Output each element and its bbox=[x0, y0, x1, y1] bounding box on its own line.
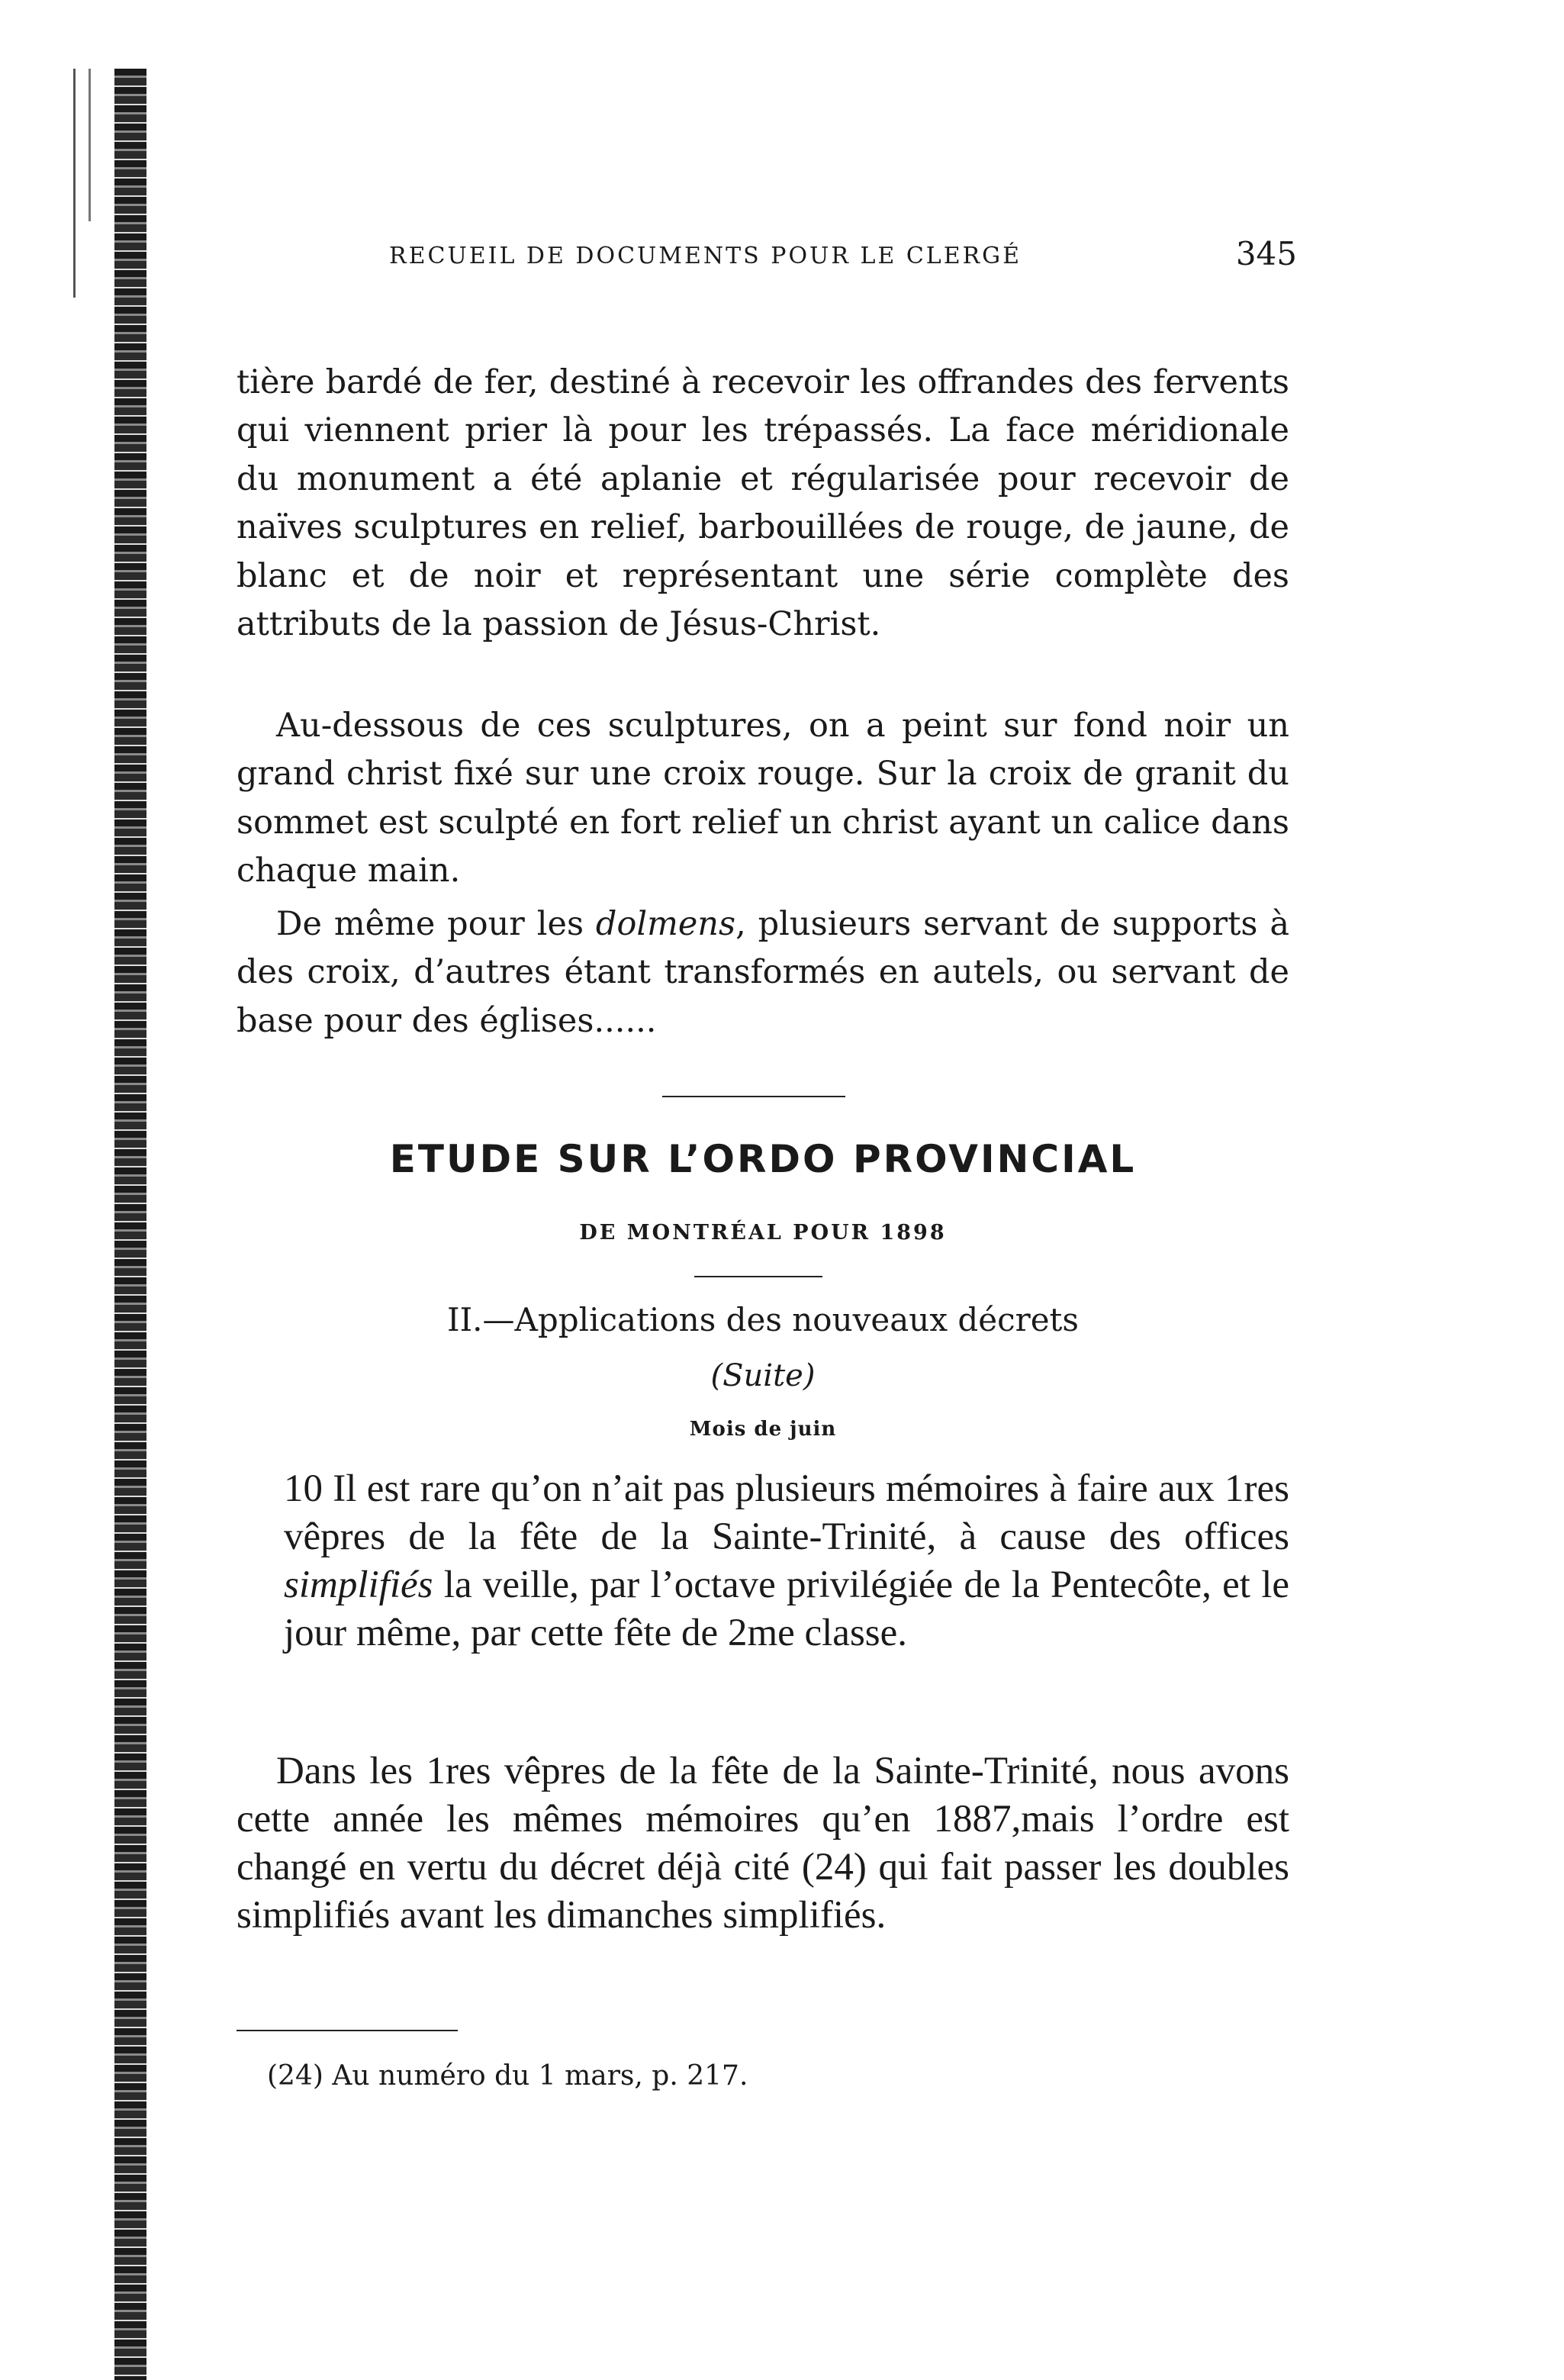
paragraph bbox=[237, 1747, 1289, 1940]
footnote-rule bbox=[237, 2030, 458, 2031]
paragraph-continuation bbox=[237, 359, 1289, 649]
paragraph-text: 10 Il est rare qu’on n’ait pas plusieurs mémoires à faire aux 1res vêpres de la fête de la Sainte-Trinité, à cause des offices bbox=[284, 1467, 1289, 1558]
article-title: ETUDE SUR L’ORDO PROVINCIAL bbox=[389, 1137, 1137, 1181]
continuation-note: (Suite) bbox=[710, 1358, 816, 1393]
paragraph-text: , plusieurs servant de supports à des croix, d’autres étant transformés en autels, ou servant de base pour des églises...... bbox=[237, 905, 1289, 1040]
paragraph bbox=[237, 702, 1289, 896]
paragraph-text: De même pour les bbox=[276, 905, 596, 943]
article-subtitle: DE MONTRÉAL POUR 1898 bbox=[579, 1221, 947, 1245]
section-heading: II.—Applications des nouveaux décrets bbox=[447, 1301, 1079, 1338]
paragraph-text: la veille, par l’octave privilégiée de la Pentecôte, et le jour même, par cette fête de 2me classe. bbox=[284, 1564, 1289, 1654]
page-number: 345 bbox=[1235, 235, 1297, 272]
separator-rule bbox=[694, 1276, 822, 1277]
paragraph-text: Au-dessous de ces sculptures, on a peint sur fond noir un grand christ fixé sur une croix rouge. Sur la croix de granit du sommet est sculpté en fort relief un christ ayant un calice dans chaque main. bbox=[237, 707, 1289, 890]
page-header bbox=[237, 235, 1297, 279]
footnote: (24) Au numéro du 1 mars, p. 217. bbox=[267, 2060, 748, 2092]
paragraph-text: tière bardé de fer, destiné à recevoir les offrandes des fervents qui viennent prier là pour les trépassés. La face méridionale du monument a été aplanie et régularisée pour recevoir de naïves sculptures en relief, barbouillées de rouge, de jaune, de blanc et de noir et représentant une série complète des attributs de la passion de Jésus-Christ. bbox=[237, 363, 1289, 644]
scan-edge-line bbox=[73, 69, 76, 298]
italic-term: dolmens bbox=[595, 905, 736, 943]
scan-edge-line bbox=[88, 69, 91, 221]
separator-rule bbox=[662, 1096, 845, 1097]
month-heading: Mois de juin bbox=[689, 1418, 837, 1441]
book-spine-scan-edge bbox=[114, 69, 146, 2380]
paragraph-text: Dans les 1res vêpres de la fête de la Sainte-Trinité, nous avons cette année les mêmes mémoires qu’en 1887,mais l’ordre est changé en vertu du décret déjà cité (24) qui fait passer les doubles simplifiés avant les dimanches simplifiés. bbox=[237, 1750, 1289, 1937]
paragraph bbox=[237, 900, 1289, 1045]
running-title: RECUEIL DE DOCUMENTS POUR LE CLERGÉ bbox=[389, 243, 1022, 269]
paragraph bbox=[284, 1465, 1289, 1657]
italic-term: simplifiés bbox=[284, 1564, 433, 1606]
